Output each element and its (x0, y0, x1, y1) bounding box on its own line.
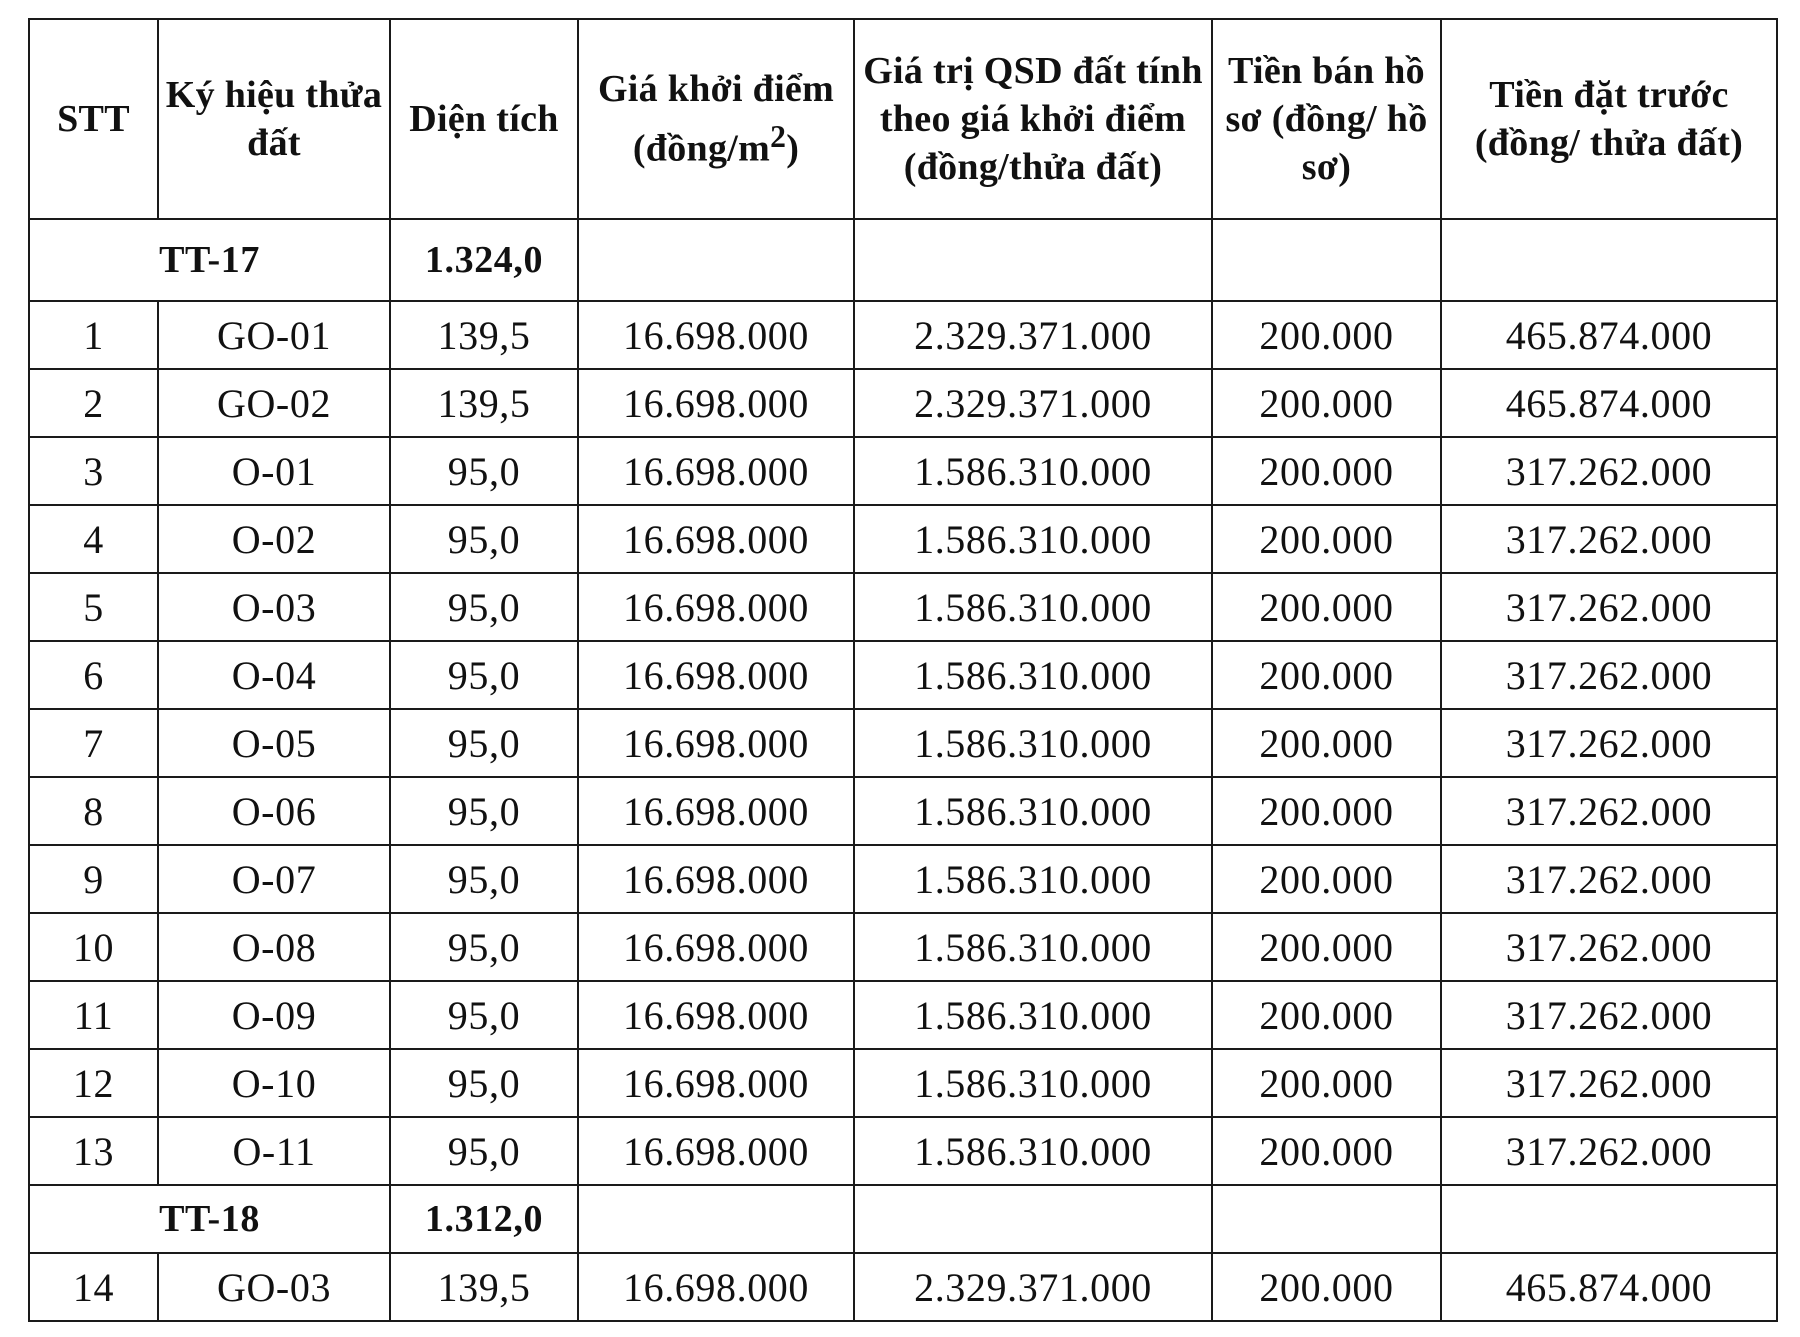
cell-stt: 10 (29, 913, 158, 981)
cell-dien-tich: 95,0 (390, 777, 578, 845)
cell-tien-dat-truoc: 317.262.000 (1441, 709, 1777, 777)
column-header-label: STT (57, 98, 130, 140)
cell-gia-khoi-diem: 16.698.000 (578, 709, 854, 777)
cell-tien-ban-ho-so: 200.000 (1212, 369, 1441, 437)
cell-tien-dat-truoc: 317.262.000 (1441, 777, 1777, 845)
cell-ky-hieu: GO-03 (158, 1253, 390, 1321)
column-header-gia-khoi-diem (578, 19, 854, 219)
cell-tien-dat-truoc: 465.874.000 (1441, 1253, 1777, 1321)
cell-tien-ban-ho-so: 200.000 (1212, 709, 1441, 777)
cell-ky-hieu: O-07 (158, 845, 390, 913)
cell-gia-tri-qsd: 1.586.310.000 (854, 437, 1212, 505)
cell-ky-hieu: O-01 (158, 437, 390, 505)
cell-ky-hieu: O-05 (158, 709, 390, 777)
cell-tien-dat-truoc: 317.262.000 (1441, 505, 1777, 573)
cell-tien-ban-ho-so: 200.000 (1212, 777, 1441, 845)
header-row (29, 19, 1777, 219)
cell-tien-dat-truoc: 317.262.000 (1441, 981, 1777, 1049)
cell-dien-tich: 95,0 (390, 981, 578, 1049)
group-row (29, 219, 1777, 301)
cell-tien-ban-ho-so: 200.000 (1212, 505, 1441, 573)
cell-dien-tich: 139,5 (390, 1253, 578, 1321)
column-header-gia-tri-qsd (854, 19, 1212, 219)
cell-ky-hieu: O-03 (158, 573, 390, 641)
cell-gia-tri-qsd: 1.586.310.000 (854, 981, 1212, 1049)
cell-ky-hieu: O-06 (158, 777, 390, 845)
cell-dien-tich: 139,5 (390, 369, 578, 437)
group-row (29, 1185, 1777, 1253)
cell-stt: 4 (29, 505, 158, 573)
cell-tien-ban-ho-so: 200.000 (1212, 1049, 1441, 1117)
cell-gia-tri-qsd: 1.586.310.000 (854, 1049, 1212, 1117)
table-body (29, 219, 1777, 1321)
cell-tien-ban-ho-so: 200.000 (1212, 641, 1441, 709)
cell-ky-hieu: O-08 (158, 913, 390, 981)
table-row (29, 1049, 1777, 1117)
column-header-label: Tiền đặt trước (đồng/ thửa đất) (1474, 74, 1744, 164)
column-header-label: Tiền bán hồ sơ (đồng/ hồ sơ) (1225, 50, 1428, 188)
cell-stt: 11 (29, 981, 158, 1049)
table-row (29, 777, 1777, 845)
cell-stt: 13 (29, 1117, 158, 1185)
cell-stt: 14 (29, 1253, 158, 1321)
cell-gia-khoi-diem: 16.698.000 (578, 301, 854, 369)
table-row (29, 301, 1777, 369)
cell-dien-tich: 95,0 (390, 437, 578, 505)
empty-cell (1212, 1185, 1441, 1253)
cell-tien-ban-ho-so: 200.000 (1212, 437, 1441, 505)
table-row (29, 641, 1777, 709)
cell-stt: 9 (29, 845, 158, 913)
cell-gia-khoi-diem: 16.698.000 (578, 437, 854, 505)
cell-tien-dat-truoc: 465.874.000 (1441, 369, 1777, 437)
cell-gia-khoi-diem: 16.698.000 (578, 1117, 854, 1185)
cell-ky-hieu: O-04 (158, 641, 390, 709)
cell-ky-hieu: O-11 (158, 1117, 390, 1185)
cell-tien-dat-truoc: 317.262.000 (1441, 437, 1777, 505)
cell-stt: 1 (29, 301, 158, 369)
cell-gia-khoi-diem: 16.698.000 (578, 505, 854, 573)
cell-gia-tri-qsd: 1.586.310.000 (854, 505, 1212, 573)
cell-ky-hieu: O-09 (158, 981, 390, 1049)
cell-gia-tri-qsd: 1.586.310.000 (854, 1117, 1212, 1185)
cell-dien-tich: 95,0 (390, 1117, 578, 1185)
table-row (29, 369, 1777, 437)
table-row (29, 981, 1777, 1049)
cell-dien-tich: 95,0 (390, 641, 578, 709)
cell-tien-dat-truoc: 317.262.000 (1441, 1117, 1777, 1185)
cell-stt: 5 (29, 573, 158, 641)
cell-gia-khoi-diem: 16.698.000 (578, 573, 854, 641)
cell-tien-ban-ho-so: 200.000 (1212, 573, 1441, 641)
cell-gia-khoi-diem: 16.698.000 (578, 981, 854, 1049)
cell-tien-dat-truoc: 465.874.000 (1441, 301, 1777, 369)
group-area-cell: 1.312,0 (390, 1185, 578, 1253)
superscript: 2 (770, 119, 787, 155)
column-header-dien-tich (390, 19, 578, 219)
table-row (29, 505, 1777, 573)
column-header-tien-ban-ho-so (1212, 19, 1441, 219)
table-header (29, 19, 1777, 219)
cell-tien-dat-truoc: 317.262.000 (1441, 641, 1777, 709)
cell-tien-ban-ho-so: 200.000 (1212, 913, 1441, 981)
cell-gia-tri-qsd: 1.586.310.000 (854, 777, 1212, 845)
cell-dien-tich: 95,0 (390, 913, 578, 981)
cell-gia-khoi-diem: 16.698.000 (578, 641, 854, 709)
empty-cell (1212, 219, 1441, 301)
column-header-label: Giá khởi điểm (đồng/m (597, 68, 835, 170)
cell-tien-dat-truoc: 317.262.000 (1441, 1049, 1777, 1117)
cell-ky-hieu: O-10 (158, 1049, 390, 1117)
cell-gia-tri-qsd: 2.329.371.000 (854, 1253, 1212, 1321)
cell-gia-tri-qsd: 2.329.371.000 (854, 301, 1212, 369)
cell-gia-khoi-diem: 16.698.000 (578, 845, 854, 913)
column-header-stt (29, 19, 158, 219)
cell-gia-khoi-diem: 16.698.000 (578, 913, 854, 981)
cell-stt: 7 (29, 709, 158, 777)
column-header-tien-dat-truoc (1441, 19, 1777, 219)
cell-gia-tri-qsd: 1.586.310.000 (854, 573, 1212, 641)
cell-gia-khoi-diem: 16.698.000 (578, 777, 854, 845)
cell-tien-dat-truoc: 317.262.000 (1441, 913, 1777, 981)
cell-gia-khoi-diem: 16.698.000 (578, 369, 854, 437)
cell-stt: 8 (29, 777, 158, 845)
cell-stt: 12 (29, 1049, 158, 1117)
cell-tien-ban-ho-so: 200.000 (1212, 845, 1441, 913)
empty-cell (1441, 219, 1777, 301)
empty-cell (578, 1185, 854, 1253)
empty-cell (854, 1185, 1212, 1253)
cell-gia-tri-qsd: 1.586.310.000 (854, 709, 1212, 777)
column-header-label: Giá trị QSD đất tính theo giá khởi điểm (đồng/thửa đất) (863, 50, 1203, 188)
group-name-cell: TT-18 (29, 1185, 390, 1253)
cell-ky-hieu: GO-02 (158, 369, 390, 437)
cell-dien-tich: 139,5 (390, 301, 578, 369)
cell-dien-tich: 95,0 (390, 505, 578, 573)
table-row (29, 1117, 1777, 1185)
cell-stt: 6 (29, 641, 158, 709)
group-area-cell: 1.324,0 (390, 219, 578, 301)
column-header-ky-hieu (158, 19, 390, 219)
column-header-label: Diện tích (409, 98, 559, 140)
cell-gia-tri-qsd: 1.586.310.000 (854, 641, 1212, 709)
cell-tien-ban-ho-so: 200.000 (1212, 1253, 1441, 1321)
table-row (29, 709, 1777, 777)
cell-tien-dat-truoc: 317.262.000 (1441, 573, 1777, 641)
land-auction-table (28, 18, 1778, 1322)
cell-dien-tich: 95,0 (390, 1049, 578, 1117)
cell-gia-khoi-diem: 16.698.000 (578, 1049, 854, 1117)
cell-gia-khoi-diem: 16.698.000 (578, 1253, 854, 1321)
cell-stt: 3 (29, 437, 158, 505)
cell-tien-ban-ho-so: 200.000 (1212, 1117, 1441, 1185)
cell-gia-tri-qsd: 1.586.310.000 (854, 845, 1212, 913)
table-row (29, 573, 1777, 641)
cell-tien-ban-ho-so: 200.000 (1212, 301, 1441, 369)
cell-tien-dat-truoc: 317.262.000 (1441, 845, 1777, 913)
empty-cell (578, 219, 854, 301)
table-row (29, 437, 1777, 505)
cell-gia-tri-qsd: 1.586.310.000 (854, 913, 1212, 981)
cell-gia-tri-qsd: 2.329.371.000 (854, 369, 1212, 437)
column-header-label: Ký hiệu thửa đất (165, 74, 383, 164)
cell-ky-hieu: GO-01 (158, 301, 390, 369)
table-row (29, 913, 1777, 981)
cell-ky-hieu: O-02 (158, 505, 390, 573)
table-row (29, 1253, 1777, 1321)
cell-dien-tich: 95,0 (390, 845, 578, 913)
group-name-cell: TT-17 (29, 219, 390, 301)
empty-cell (1441, 1185, 1777, 1253)
cell-stt: 2 (29, 369, 158, 437)
cell-dien-tich: 95,0 (390, 709, 578, 777)
empty-cell (854, 219, 1212, 301)
cell-dien-tich: 95,0 (390, 573, 578, 641)
cell-tien-ban-ho-so: 200.000 (1212, 981, 1441, 1049)
column-header-suffix: ) (786, 127, 800, 170)
table-row (29, 845, 1777, 913)
